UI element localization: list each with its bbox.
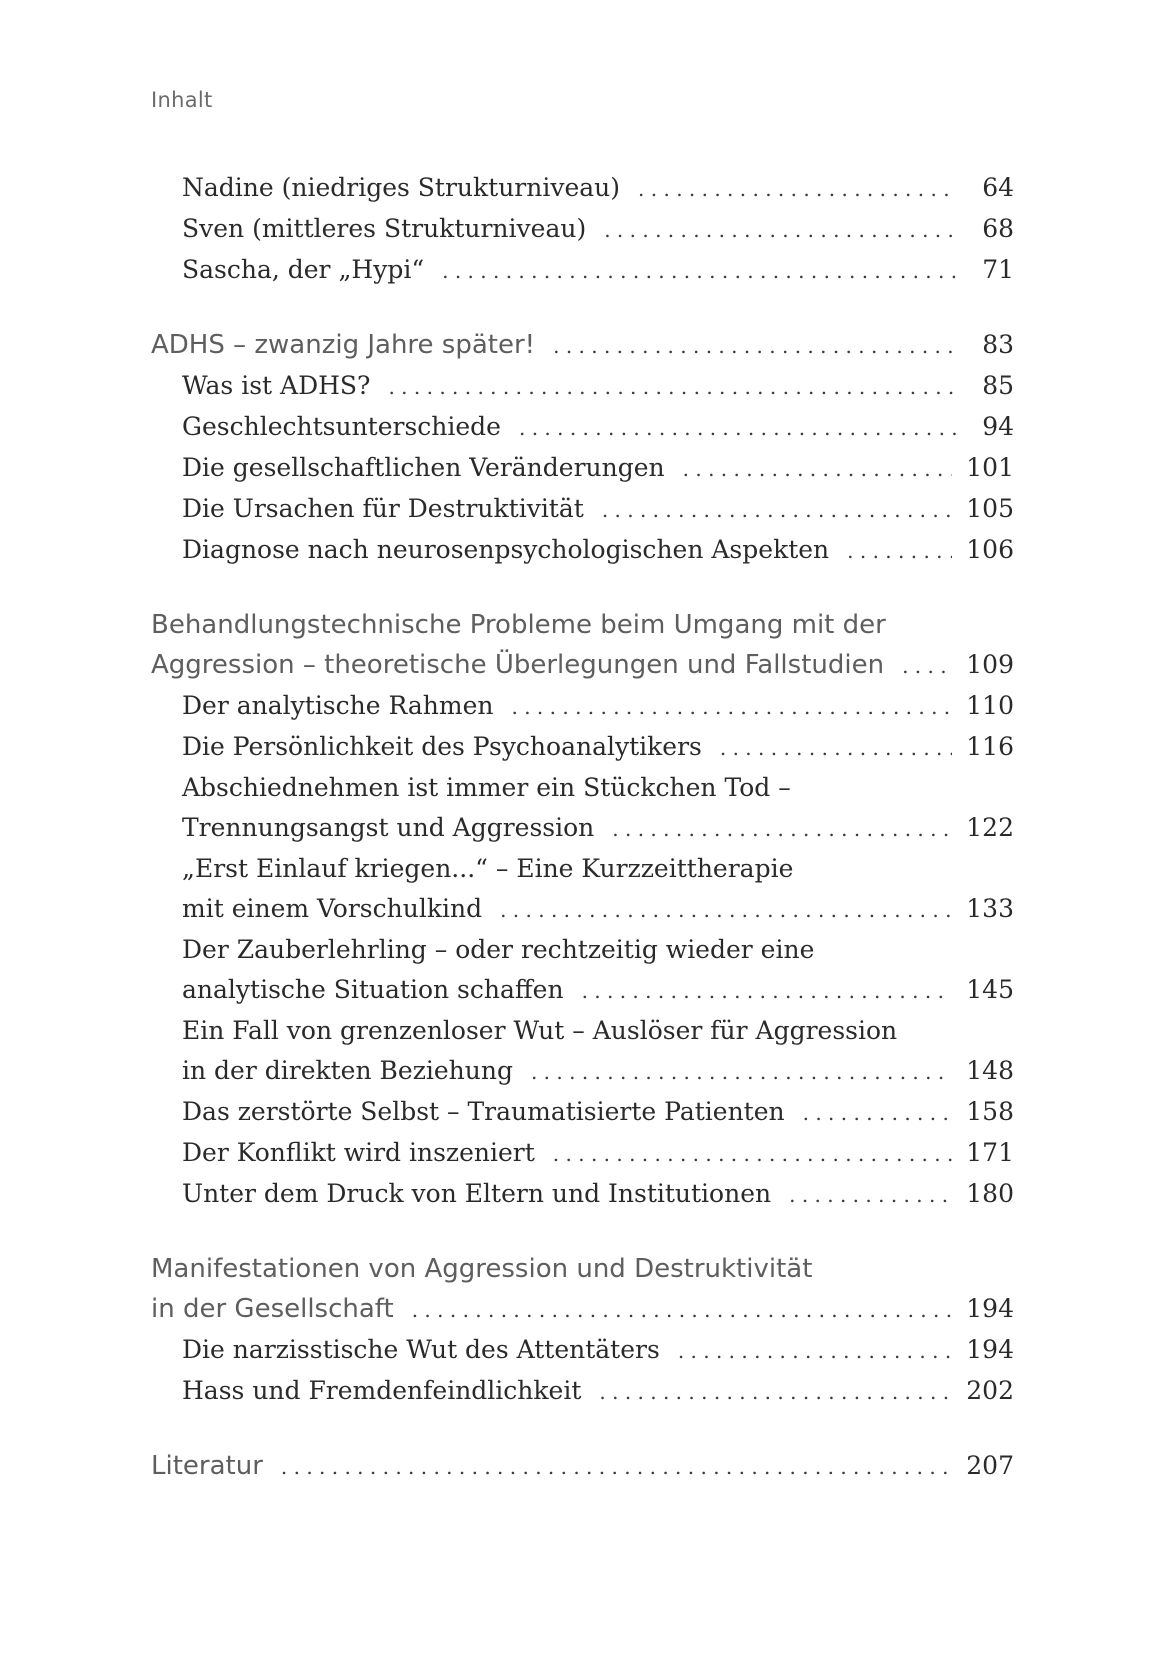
leader-dots: [531, 1052, 952, 1092]
toc-entry[interactable]: [151, 808, 1014, 849]
toc-page-number: 94: [982, 412, 1014, 441]
toc-entry-title-line[interactable]: „Erst Einlauf kriegen...“ – Eine Kurzzeittherapie: [182, 854, 794, 883]
toc-page-number: 68: [982, 214, 1014, 243]
toc-entry[interactable]: [151, 168, 1014, 209]
toc-entry-title: mit einem Vorschulkind: [182, 894, 483, 923]
toc-chapter-title: Aggression – theoretische Überlegungen und Fallstudien: [151, 650, 885, 680]
toc-entry-title: Die narzisstische Wut des Attentäters: [182, 1335, 660, 1364]
toc-page-number: 71: [982, 255, 1014, 284]
leader-dots: [442, 251, 956, 291]
toc-page-number: 122: [966, 813, 1014, 842]
toc-chapter-title-line[interactable]: Manifestationen von Aggression und Destruktivität: [151, 1254, 813, 1284]
toc-entry[interactable]: [151, 209, 1014, 250]
toc-page-number: 85: [982, 371, 1014, 400]
toc-entry[interactable]: [151, 1133, 1014, 1174]
toc-entry[interactable]: [151, 1371, 1014, 1412]
toc-entry[interactable]: [151, 686, 1014, 727]
leader-dots: [602, 490, 952, 530]
leader-dots: [902, 646, 952, 686]
toc-page-number: 171: [966, 1138, 1014, 1167]
toc-entry[interactable]: [151, 1174, 1014, 1215]
toc-chapter[interactable]: [151, 645, 1014, 686]
toc-entry-title: Was ist ADHS?: [182, 371, 371, 400]
leader-dots: [612, 809, 952, 849]
toc-entry[interactable]: [151, 366, 1014, 407]
toc-page-number: 194: [966, 1335, 1014, 1364]
toc-page-number: 158: [966, 1097, 1014, 1126]
toc-entry[interactable]: [151, 970, 1014, 1011]
toc-entry-title: Hass und Fremdenfeindlichkeit: [182, 1376, 582, 1405]
toc-entry-title: Nadine (niedriges Strukturniveau): [182, 173, 621, 202]
leader-dots: [582, 971, 953, 1011]
toc-entry-title-line[interactable]: Ein Fall von grenzenloser Wut – Auslöser für Aggression: [182, 1016, 898, 1045]
toc-page-number: 64: [982, 173, 1014, 202]
toc-entry[interactable]: [151, 1092, 1014, 1133]
leader-dots: [500, 890, 952, 930]
toc-page-number: 116: [966, 732, 1014, 761]
leader-dots: [599, 1372, 952, 1412]
running-head: Inhalt: [151, 88, 213, 112]
toc-page-number: 148: [966, 1056, 1014, 1085]
toc-page-number: 83: [982, 330, 1014, 359]
toc-chapter-title: ADHS – zwanzig Jahre später!: [151, 330, 536, 360]
leader-dots: [512, 687, 953, 727]
toc-entry[interactable]: [151, 1051, 1014, 1092]
toc-page-number: 180: [966, 1179, 1014, 1208]
toc-entry[interactable]: [151, 250, 1014, 291]
toc-entry[interactable]: [151, 889, 1014, 930]
toc-page-number: 105: [966, 494, 1014, 523]
toc-page-number: 145: [966, 975, 1014, 1004]
table-of-contents: [151, 168, 1014, 1487]
leader-dots: [519, 408, 956, 448]
toc-entry-title: Der analytische Rahmen: [182, 691, 494, 720]
toc-entry-title: in der direkten Beziehung: [182, 1056, 513, 1085]
leader-dots: [281, 1447, 952, 1487]
toc-page-number: 207: [966, 1451, 1014, 1480]
toc-entry-title: Die Persönlichkeit des Psychoanalytikers: [182, 732, 702, 761]
toc-chapter[interactable]: [151, 325, 1014, 366]
toc-entry[interactable]: [151, 530, 1014, 571]
leader-dots: [847, 531, 952, 571]
leader-dots: [553, 1134, 952, 1174]
toc-entry-title: Die Ursachen für Destruktivität: [182, 494, 584, 523]
toc-page-number: 202: [966, 1376, 1014, 1405]
toc-page-number: 106: [966, 535, 1014, 564]
toc-entry[interactable]: [151, 407, 1014, 448]
leader-dots: [683, 449, 953, 489]
toc-entry-title: Der Konflikt wird inszeniert: [182, 1138, 535, 1167]
toc-entry[interactable]: [151, 489, 1014, 530]
leader-dots: [678, 1331, 952, 1371]
toc-entry[interactable]: [151, 727, 1014, 768]
leader-dots: [638, 169, 956, 209]
toc-entry-title: Die gesellschaftlichen Veränderungen: [182, 453, 665, 482]
toc-chapter-title-line[interactable]: Behandlungstechnische Probleme beim Umgang mit der: [151, 610, 886, 640]
toc-entry[interactable]: [151, 1330, 1014, 1371]
toc-entry-title: Unter dem Druck von Eltern und Institutionen: [182, 1179, 772, 1208]
leader-dots: [412, 1290, 953, 1330]
leader-dots: [803, 1093, 953, 1133]
toc-page-number: 109: [966, 650, 1014, 679]
leader-dots: [720, 728, 952, 768]
toc-page-number: 101: [966, 453, 1014, 482]
toc-page-number: 194: [966, 1294, 1014, 1323]
toc-entry-title: analytische Situation schaffen: [182, 975, 564, 1004]
toc-chapter-title: in der Gesellschaft: [151, 1294, 394, 1324]
toc-entry-title-line[interactable]: Der Zauberlehrling – oder rechtzeitig wieder eine: [182, 935, 815, 964]
leader-dots: [789, 1175, 952, 1215]
toc-chapter[interactable]: [151, 1446, 1014, 1487]
toc-chapter-title: Literatur: [151, 1451, 263, 1481]
toc-entry[interactable]: [151, 448, 1014, 489]
leader-dots: [604, 210, 956, 250]
toc-entry-title: Diagnose nach neurosenpsychologischen Aspekten: [182, 535, 830, 564]
toc-entry-title-line[interactable]: Abschiednehmen ist immer ein Stückchen Tod –: [182, 773, 791, 802]
toc-page-number: 110: [966, 691, 1014, 720]
leader-dots: [388, 367, 956, 407]
toc-entry-title: Sascha, der „Hypi“: [182, 255, 425, 284]
toc-entry-title: Trennungsangst und Aggression: [182, 813, 595, 842]
toc-entry-title: Geschlechtsunterschiede: [182, 412, 501, 441]
toc-page-number: 133: [966, 894, 1014, 923]
toc-entry-title: Sven (mittleres Strukturniveau): [182, 214, 587, 243]
toc-entry-title: Das zerstörte Selbst – Traumatisierte Patienten: [182, 1097, 785, 1126]
leader-dots: [553, 326, 956, 366]
toc-chapter[interactable]: [151, 1289, 1014, 1330]
